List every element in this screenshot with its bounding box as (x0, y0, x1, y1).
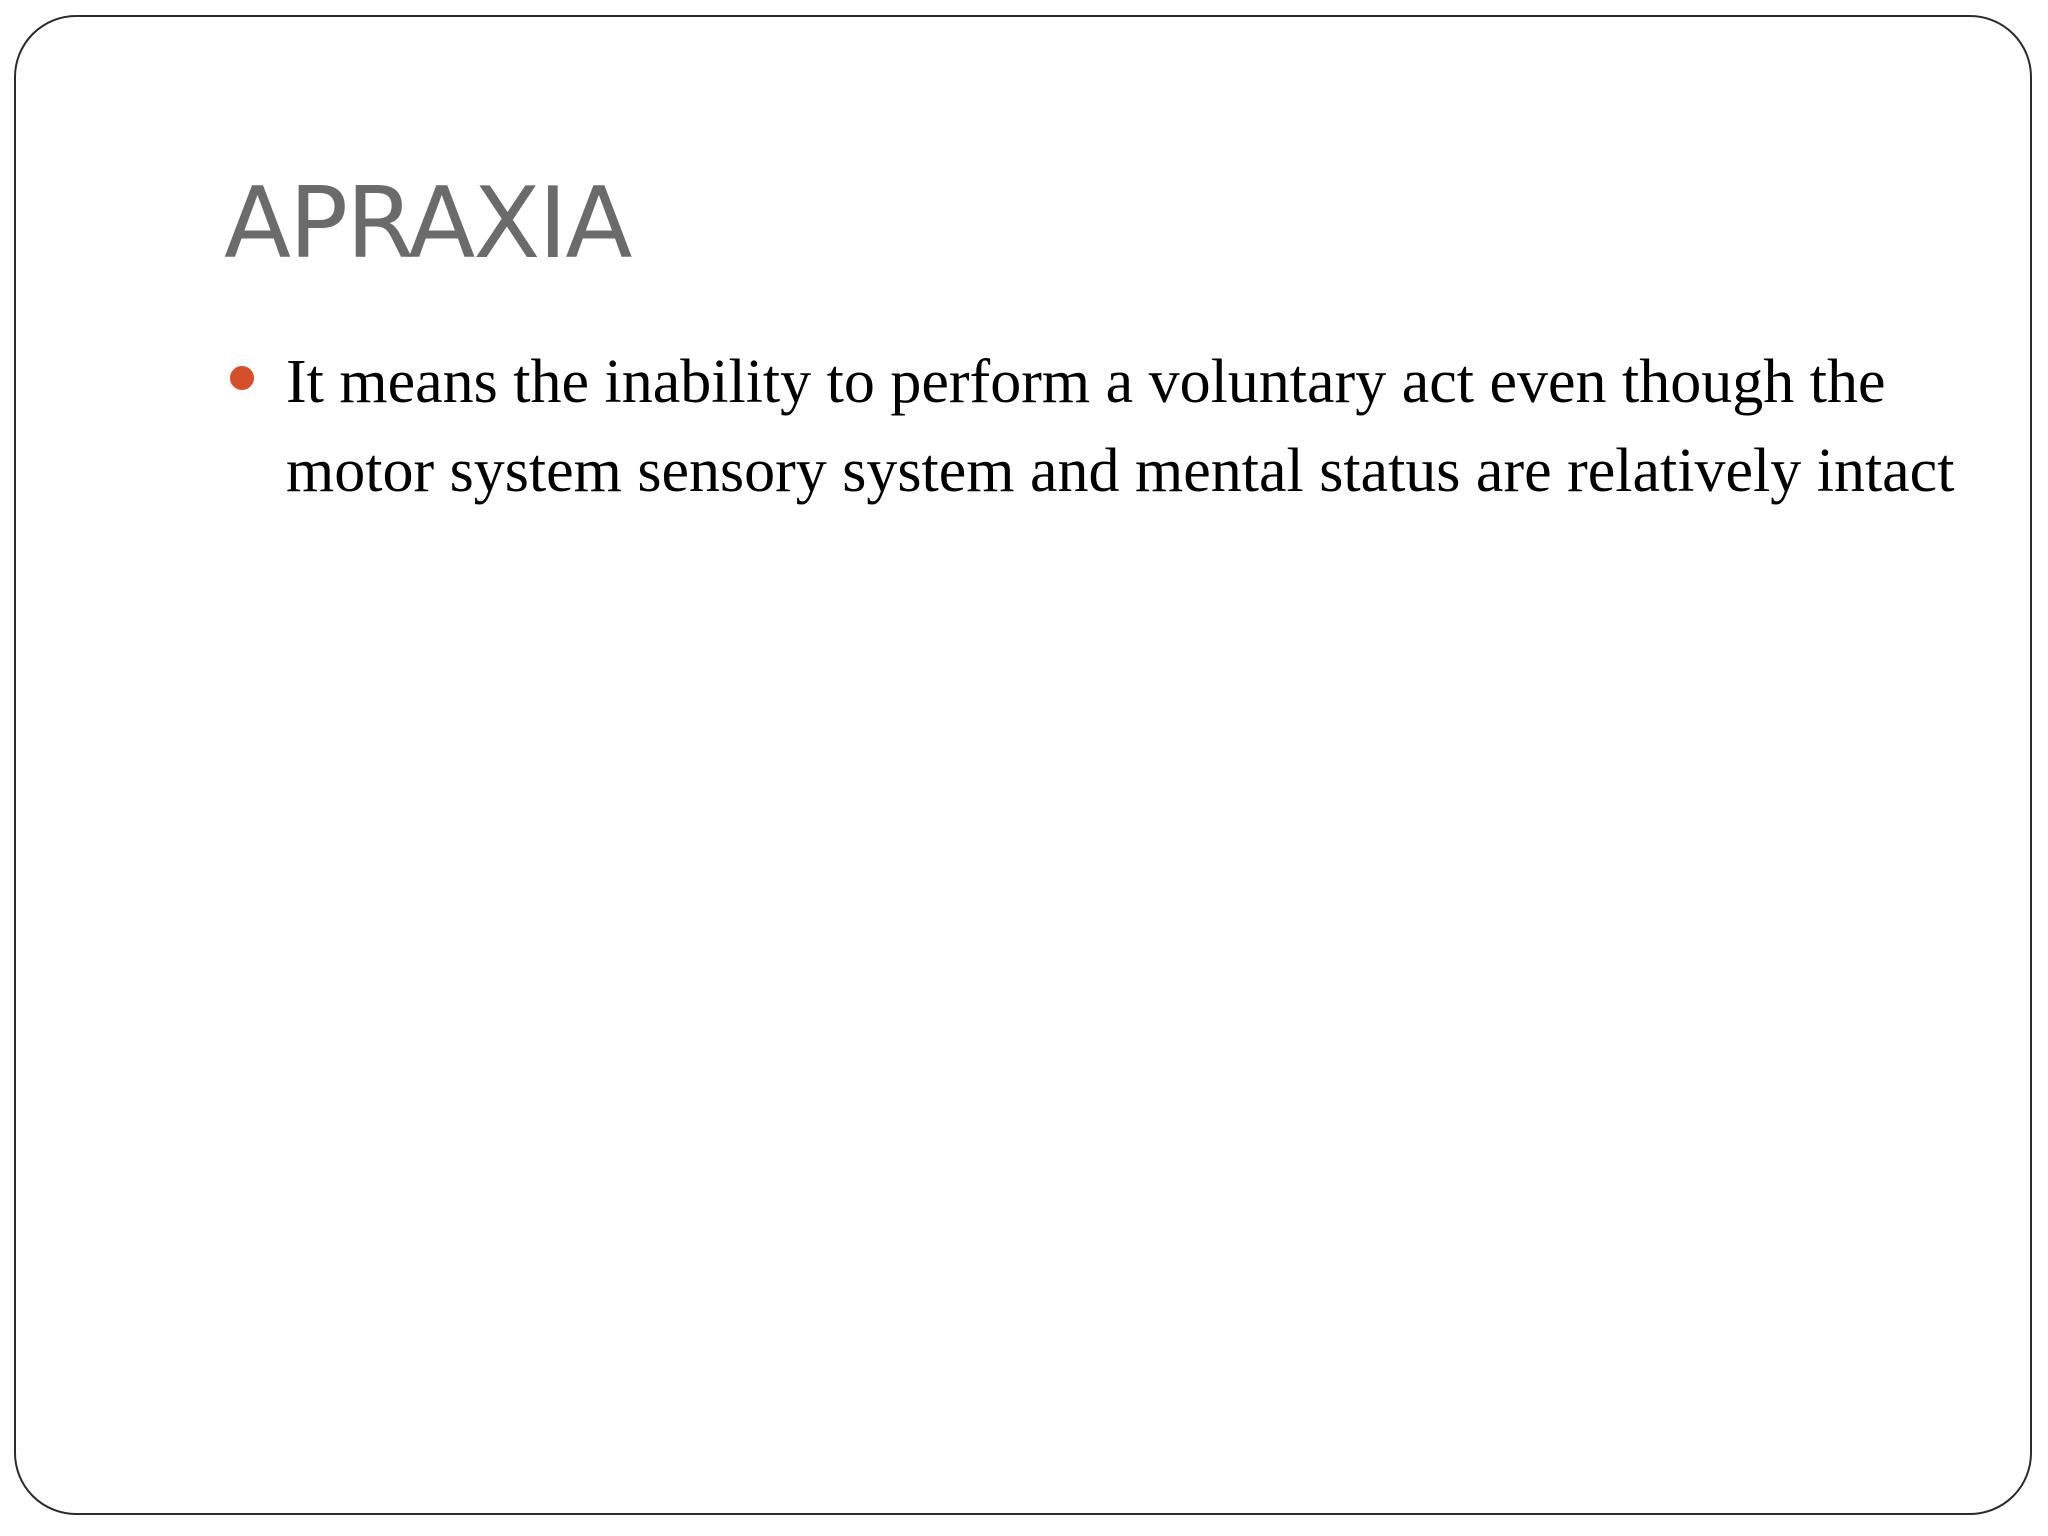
bullet-dot-icon (230, 366, 254, 390)
bullet-list (224, 338, 1964, 516)
slide-title: APRAXIA (224, 167, 631, 281)
bullet-text: It means the inability to perform a voluntary act even though the motor system sensory system and mental status are relatively intact (286, 348, 1955, 505)
bullet-item (224, 338, 1964, 516)
